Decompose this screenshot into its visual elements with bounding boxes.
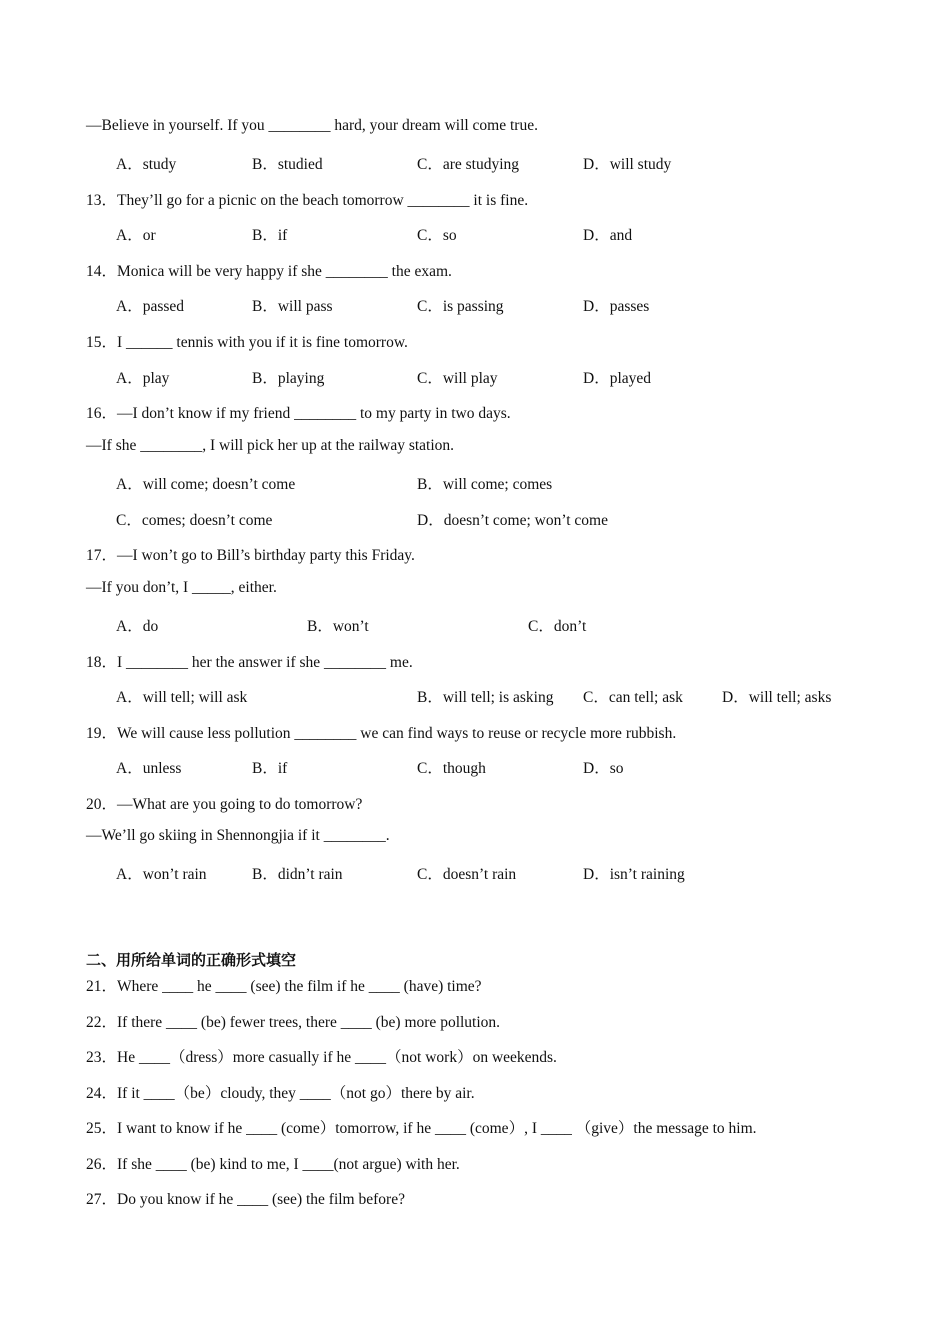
question-14: 14．Monica will be very happy if she ________ the exam. — [86, 263, 452, 280]
option-b: B．will tell; is asking — [417, 689, 554, 706]
option-b: B．didn’t rain — [252, 866, 343, 883]
option-a: A．do — [116, 618, 159, 635]
option-a: A．or — [116, 227, 156, 244]
question-25: 25．I want to know if he ____ (come）tomorrow, if he ____ (come）, I ____ （give）the message to him. — [86, 1120, 757, 1137]
question-22: 22．If there ____ (be) fewer trees, there ____ (be) more pollution. — [86, 1014, 501, 1031]
option-a: A．study — [116, 156, 177, 173]
option-d: D．so — [583, 760, 624, 777]
option-c: C．can tell; ask — [583, 689, 683, 706]
option-c: C．though — [417, 760, 486, 777]
option-b: B．will pass — [252, 298, 333, 315]
option-b: B．if — [252, 760, 288, 777]
option-a: A．unless — [116, 760, 182, 777]
question-16-options-row2 — [116, 508, 896, 530]
option-d: D．isn’t raining — [583, 866, 685, 883]
question-13-options — [116, 223, 896, 245]
question-16-line2: —If she ________, I will pick her up at the railway station. — [86, 437, 455, 454]
question-21: 21．Where ____ he ____ (see) the film if he ____ (have) time? — [86, 978, 482, 995]
option-d: D．doesn’t come; won’t come — [417, 512, 608, 529]
option-b: B．will come; comes — [417, 476, 553, 493]
question-16-options-row1 — [116, 472, 896, 494]
option-a: A．will come; doesn’t come — [116, 476, 296, 493]
option-a: A．passed — [116, 298, 185, 315]
option-c: C．so — [417, 227, 457, 244]
option-c: C．don’t — [528, 618, 587, 635]
option-a: A．play — [116, 370, 170, 387]
question-23: 23．He ____（dress）more casually if he ____（not work）on weekends. — [86, 1049, 557, 1066]
option-a: A．won’t rain — [116, 866, 207, 883]
option-b: B．if — [252, 227, 288, 244]
question-18-options — [116, 685, 896, 707]
option-c: C．is passing — [417, 298, 504, 315]
question-14-options — [116, 294, 896, 316]
question-12-options — [116, 152, 896, 174]
option-c: C．comes; doesn’t come — [116, 512, 273, 529]
question-17-options — [116, 614, 896, 636]
option-d: D．played — [583, 370, 652, 387]
option-d: D．will tell; asks — [722, 689, 832, 706]
option-b: B．studied — [252, 156, 323, 173]
question-15-options — [116, 366, 896, 388]
question-17-line2: —If you don’t, I _____, either. — [86, 579, 277, 596]
question-15: 15．I ______ tennis with you if it is fine tomorrow. — [86, 334, 408, 351]
question-20-options — [116, 862, 896, 884]
option-c: C．doesn’t rain — [417, 866, 517, 883]
option-c: C．are studying — [417, 156, 520, 173]
question-13: 13．They’ll go for a picnic on the beach tomorrow ________ it is fine. — [86, 192, 529, 209]
question-27: 27．Do you know if he ____ (see) the film before? — [86, 1191, 405, 1208]
option-c: C．will play — [417, 370, 498, 387]
option-d: D．passes — [583, 298, 650, 315]
option-a: A．will tell; will ask — [116, 689, 248, 706]
question-17: 17．—I won’t go to Bill’s birthday party this Friday. — [86, 547, 415, 564]
section-heading: 二、用所给单词的正确形式填空 — [86, 951, 297, 969]
question-16: 16．—I don’t know if my friend ________ to my party in two days. — [86, 405, 511, 422]
question-20: 20．—What are you going to do tomorrow? — [86, 796, 363, 813]
question-12-line: —Believe in yourself. If you ________ hard, your dream will come true. — [86, 117, 538, 134]
option-d: D．will study — [583, 156, 672, 173]
option-b: B．playing — [252, 370, 325, 387]
question-26: 26．If she ____ (be) kind to me, I ____(not argue) with her. — [86, 1156, 460, 1173]
question-24: 24．If it ____（be）cloudy, they ____（not go）there by air. — [86, 1085, 475, 1102]
question-20-line2: —We’ll go skiing in Shennongjia if it ________. — [86, 827, 390, 844]
question-18: 18．I ________ her the answer if she ________ me. — [86, 654, 413, 671]
option-b: B．won’t — [307, 618, 369, 635]
question-19: 19．We will cause less pollution ________ we can find ways to reuse or recycle more rubbish. — [86, 725, 677, 742]
question-19-options — [116, 756, 896, 778]
option-d: D．and — [583, 227, 633, 244]
